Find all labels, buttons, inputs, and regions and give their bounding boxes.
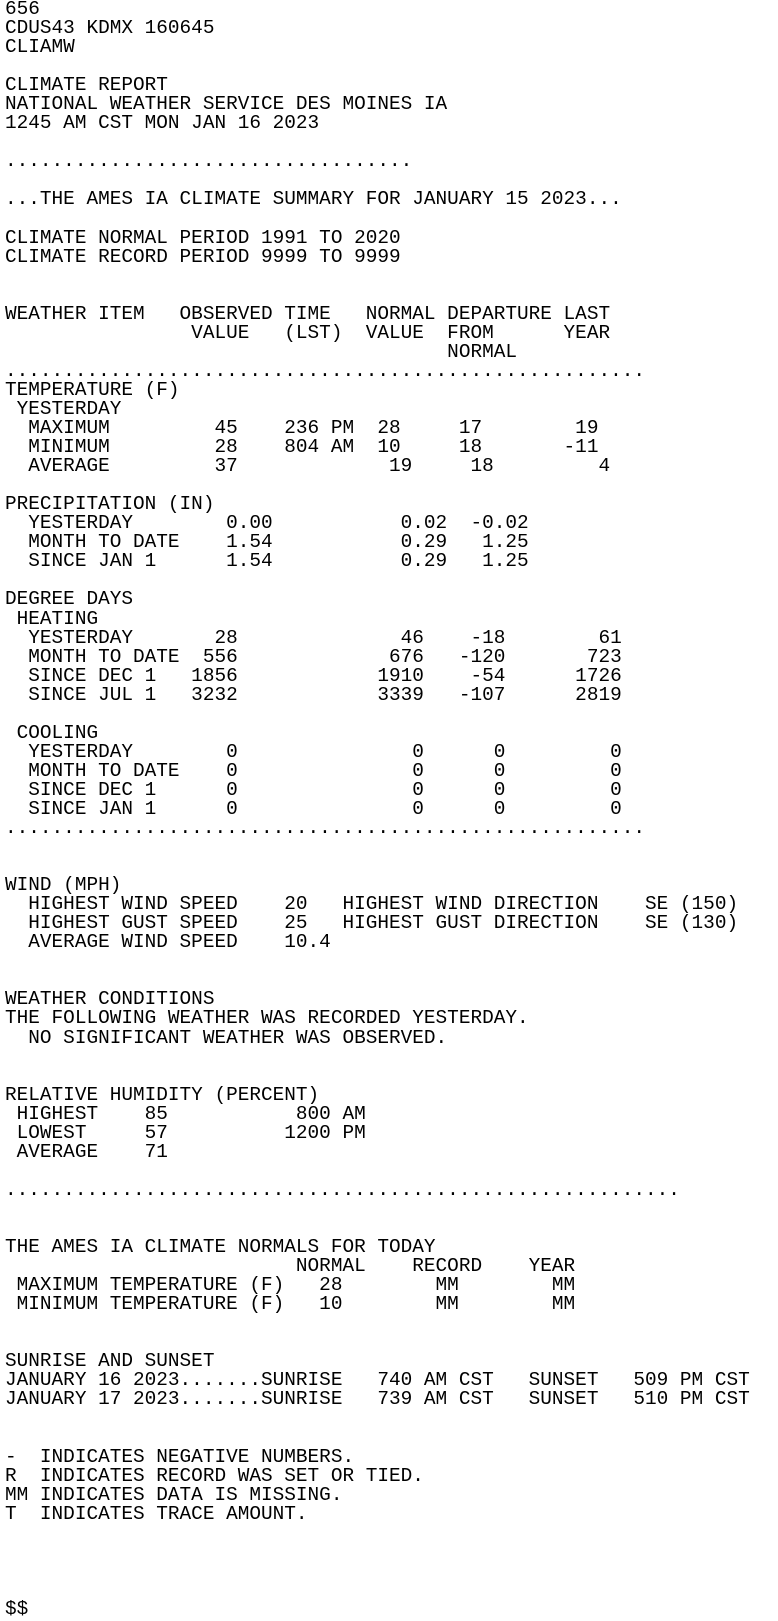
report-line: WIND (MPH): [5, 874, 122, 897]
report-line: .......................................................: [5, 359, 645, 382]
report-line: 656: [5, 0, 40, 20]
report-line: MONTH TO DATE 1.54 0.29 1.25: [5, 531, 529, 554]
report-line: TEMPERATURE (F): [5, 378, 180, 401]
report-line: MM INDICATES DATA IS MISSING.: [5, 1483, 343, 1506]
report-line: COOLING: [5, 721, 99, 744]
report-line: [5, 1543, 778, 1562]
report-line: YESTERDAY 0 0 0 0: [5, 740, 622, 763]
report-line: AVERAGE 71: [5, 1140, 168, 1163]
report-line: LOWEST 57 1200 PM: [5, 1121, 366, 1144]
report-line: ...................................: [5, 150, 413, 173]
report-line: NORMAL: [5, 340, 517, 363]
report-line: HEATING: [5, 607, 99, 630]
report-line: [5, 210, 778, 229]
report-line: R INDICATES RECORD WAS SET OR TIED.: [5, 1464, 424, 1487]
report-line: HIGHEST WIND SPEED 20 HIGHEST WIND DIRECTION SE (150): [5, 893, 739, 916]
report-line: MONTH TO DATE 0 0 0 0: [5, 759, 622, 782]
report-line: HIGHEST GUST SPEED 25 HIGHEST GUST DIRECTION SE (130): [5, 912, 739, 935]
report-line: - INDICATES NEGATIVE NUMBERS.: [5, 1445, 355, 1468]
report-line: [5, 1200, 778, 1219]
report-line: DEGREE DAYS: [5, 588, 133, 611]
report-line: [5, 267, 778, 286]
report-line: [5, 1314, 778, 1333]
report-line: THE AMES IA CLIMATE NORMALS FOR TODAY: [5, 1236, 436, 1259]
report-line: [5, 286, 778, 305]
report-line: THE FOLLOWING WEATHER WAS RECORDED YESTERDAY.: [5, 1007, 529, 1030]
report-line: SINCE JAN 1 0 0 0 0: [5, 797, 622, 820]
report-line: NORMAL RECORD YEAR: [5, 1255, 576, 1278]
report-line: AVERAGE WIND SPEED 10.4: [5, 931, 331, 954]
report-line: [5, 1048, 778, 1067]
report-line: CDUS43 KDMX 160645: [5, 17, 215, 40]
report-line: JANUARY 17 2023.......SUNRISE 739 AM CST SUNSET 510 PM CST: [5, 1388, 750, 1411]
report-line: YESTERDAY 0.00 0.02 -0.02: [5, 512, 529, 535]
report-line: SINCE JAN 1 1.54 0.29 1.25: [5, 550, 529, 573]
report-line: T INDICATES TRACE AMOUNT.: [5, 1502, 308, 1525]
report-line: [5, 1409, 778, 1428]
report-line: MINIMUM 28 804 AM 10 18 -11: [5, 436, 599, 459]
report-line: CLIAMW: [5, 36, 75, 59]
report-line: CLIMATE REPORT: [5, 74, 168, 97]
report-line: [5, 838, 778, 857]
report-line: YESTERDAY: [5, 397, 122, 420]
report-line: NO SIGNIFICANT WEATHER WAS OBSERVED.: [5, 1026, 448, 1049]
report-line: SINCE DEC 1 0 0 0 0: [5, 778, 622, 801]
report-line: YESTERDAY 28 46 -18 61: [5, 626, 622, 649]
report-line: HIGHEST 85 800 AM: [5, 1102, 366, 1125]
report-line: MONTH TO DATE 556 676 -120 723: [5, 645, 622, 668]
report-line: RELATIVE HUMIDITY (PERCENT): [5, 1083, 320, 1106]
report-line: SINCE DEC 1 1856 1910 -54 1726: [5, 664, 622, 687]
report-line: SINCE JUL 1 3232 3339 -107 2819: [5, 683, 622, 706]
report-line: MAXIMUM 45 236 PM 28 17 19: [5, 417, 599, 440]
report-line: MINIMUM TEMPERATURE (F) 10 MM MM: [5, 1293, 576, 1316]
report-line: [5, 1429, 778, 1448]
report-line: JANUARY 16 2023.......SUNRISE 740 AM CST SUNSET 509 PM CST: [5, 1369, 750, 1392]
report-line: WEATHER CONDITIONS: [5, 988, 215, 1011]
report-line: CLIMATE RECORD PERIOD 9999 TO 9999: [5, 245, 401, 268]
report-line: [5, 1524, 778, 1543]
report-line: ...THE AMES IA CLIMATE SUMMARY FOR JANUARY 15 2023...: [5, 188, 622, 211]
report-line: 1245 AM CST MON JAN 16 2023: [5, 112, 320, 135]
report-line: [5, 1067, 778, 1086]
report-line: $$: [5, 1597, 29, 1620]
report-line: PRECIPITATION (IN): [5, 493, 215, 516]
report-line: [5, 705, 778, 724]
report-line: CLIMATE NORMAL PERIOD 1991 TO 2020: [5, 226, 401, 249]
report-line: VALUE (LST) VALUE FROM YEAR: [5, 321, 611, 344]
report-line: WEATHER ITEM OBSERVED TIME NORMAL DEPARTURE LAST: [5, 302, 611, 325]
report-line: [5, 1562, 778, 1581]
report-line: .......................................................: [5, 817, 645, 840]
report-line: MAXIMUM TEMPERATURE (F) 28 MM MM: [5, 1274, 576, 1297]
report-line: [5, 1581, 778, 1600]
report-line: NATIONAL WEATHER SERVICE DES MOINES IA: [5, 93, 448, 116]
report-line: ..........................................................: [5, 1178, 680, 1201]
report-line: SUNRISE AND SUNSET: [5, 1350, 215, 1373]
report-line: AVERAGE 37 19 18 4: [5, 455, 611, 478]
report-line: [5, 952, 778, 971]
